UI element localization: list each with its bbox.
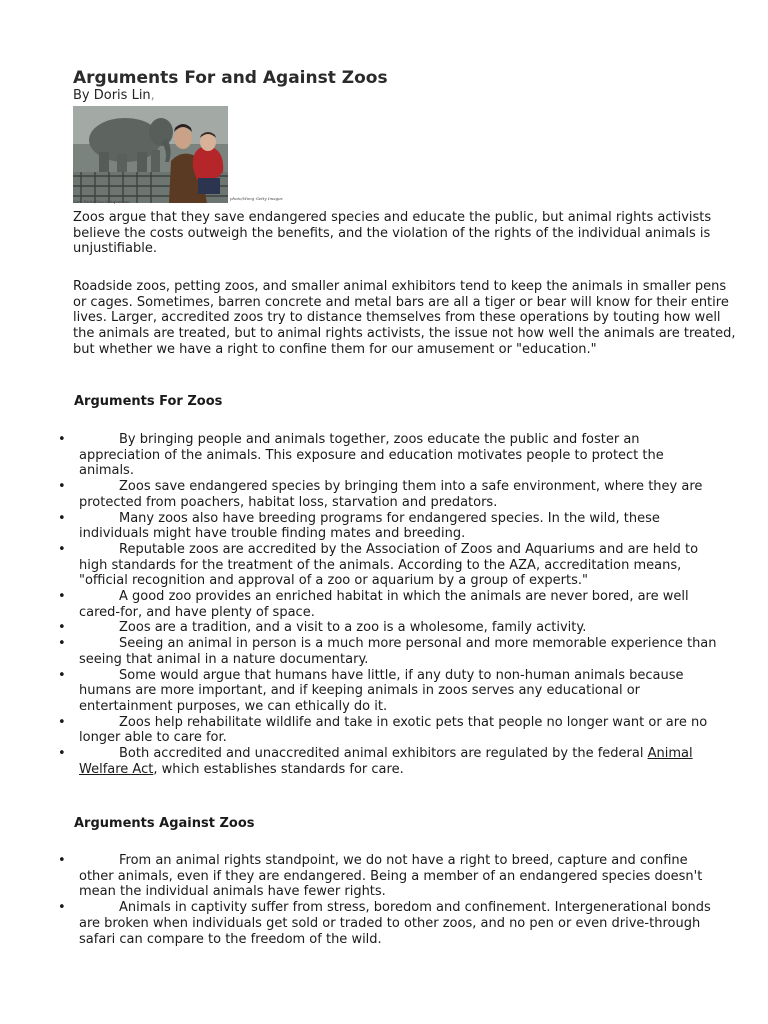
elephant-photo-illustration <box>73 106 228 203</box>
list-item <box>58 589 719 620</box>
byline <box>73 88 155 104</box>
list-item <box>58 636 719 667</box>
animal-welfare-act-link[interactable]: Animal Welfare Act <box>79 746 693 777</box>
arguments-for-heading: Arguments For Zoos <box>74 394 223 409</box>
intro-paragraph: Zoos argue that they save endangered species and educate the public, but animal rights activists believe the costs outweigh the benefits, and the violation of the rights of the individual animals is unjustifiable. <box>73 210 712 257</box>
byline-comma: , <box>150 88 155 103</box>
list-item <box>58 714 719 746</box>
list-item <box>58 541 719 589</box>
bullet-icon: • <box>58 510 66 526</box>
list-item-text: Seeing an animal in person is a much more personal and more memorable experience than seeing that animal in a nature documentary. <box>79 636 717 667</box>
bullet-icon: • <box>58 479 66 495</box>
bullet-icon: • <box>58 714 66 730</box>
bullet-icon: • <box>58 900 66 916</box>
list-item-text: Animals in captivity suffer from stress, boredom and confinement. Intergenerational bonds are broken when individuals get sold or traded to other zoos, and no pen or even drive-through safari can compare to the freedom of the wild. <box>79 900 711 947</box>
arguments-against-list <box>58 853 719 947</box>
bullet-icon: • <box>58 432 66 447</box>
list-item <box>58 432 719 479</box>
list-item <box>58 853 719 900</box>
list-item-text: Reputable zoos are accredited by the Association of Zoos and Aquariums and are held to high standards for the treatment of the animals. According to the AZA, accreditation means, "official recognition and approval of a zoo or aquarium by a group of experts." <box>79 541 699 589</box>
bullet-icon: • <box>58 541 66 557</box>
bullet-icon: • <box>58 667 66 683</box>
bullet-icon: • <box>58 746 66 762</box>
list-item <box>58 510 719 542</box>
list-item <box>58 900 719 947</box>
list-item <box>58 479 719 510</box>
list-item <box>58 746 719 777</box>
bullet-icon: • <box>58 636 66 652</box>
bullet-icon: • <box>58 589 66 605</box>
bullet-icon: • <box>58 620 66 636</box>
list-item-text: Zoos help rehabilitate wildlife and take in exotic pets that people no longer want or are no longer able to care for. <box>79 714 708 746</box>
photo-credit-left: Sam Hicks/Zoo & Aquarium <box>73 199 130 204</box>
list-item <box>58 667 719 715</box>
list-item-text: Zoos save endangered species by bringing them into a safe environment, where they are protected from poachers, habitat loss, starvation and predators. <box>79 479 703 510</box>
context-paragraph: Roadside zoos, petting zoos, and smaller animal exhibitors tend to keep the animals in smaller pens or cages. Sometimes, barren concrete and metal bars are all a tiger or bear will know for their entire lives. Larger, accredited zoos try to distance themselves from these operations by touting how well the animals are treated, but to animal rights activists, the issue not how well the animals are treated, but whether we have a right to confine them for our amusement or "education." <box>73 279 736 357</box>
list-item-text: A good zoo provides an enriched habitat in which the animals are never bored, are well cared-for, and have plenty of space. <box>79 589 689 620</box>
list-item-text: Many zoos also have breeding programs for endangered species. In the wild, these individuals might have trouble finding mates and breeding. <box>79 510 660 542</box>
arguments-for-list <box>58 432 719 777</box>
byline-author: By Doris Lin <box>73 88 151 103</box>
list-item-text: By bringing people and animals together, zoos educate the public and foster an appreciation of the animals. This exposure and education motivates people to protect the animals. <box>79 432 664 479</box>
elephant-photo <box>73 106 228 203</box>
article-title: Arguments For and Against Zoos <box>73 68 388 88</box>
list-item-text: Some would argue that humans have little, if any duty to non-human animals because humans are more important, and if keeping animals in zoos serves any educational or entertainment purposes, we can ethically do it. <box>79 667 684 714</box>
list-item-text: From an animal rights standpoint, we do not have a right to breed, capture and confine other animals, even if they are endangered. Being a member of an endangered species doesn't mean the individual animals have fewer rights. <box>79 853 703 900</box>
list-item <box>58 620 719 636</box>
list-item-text-end: , which establishes standards for care. <box>153 761 404 777</box>
arguments-against-heading: Arguments Against Zoos <box>74 816 255 831</box>
bullet-icon: • <box>58 853 66 868</box>
list-item-text: Zoos are a tradition, and a visit to a zoo is a wholesome, family activity. <box>119 620 587 636</box>
photo-credit-right: photo/Wong Getty Images <box>230 196 283 201</box>
list-item-text: Both accredited and unaccredited animal exhibitors are regulated by the federal <box>119 746 648 762</box>
